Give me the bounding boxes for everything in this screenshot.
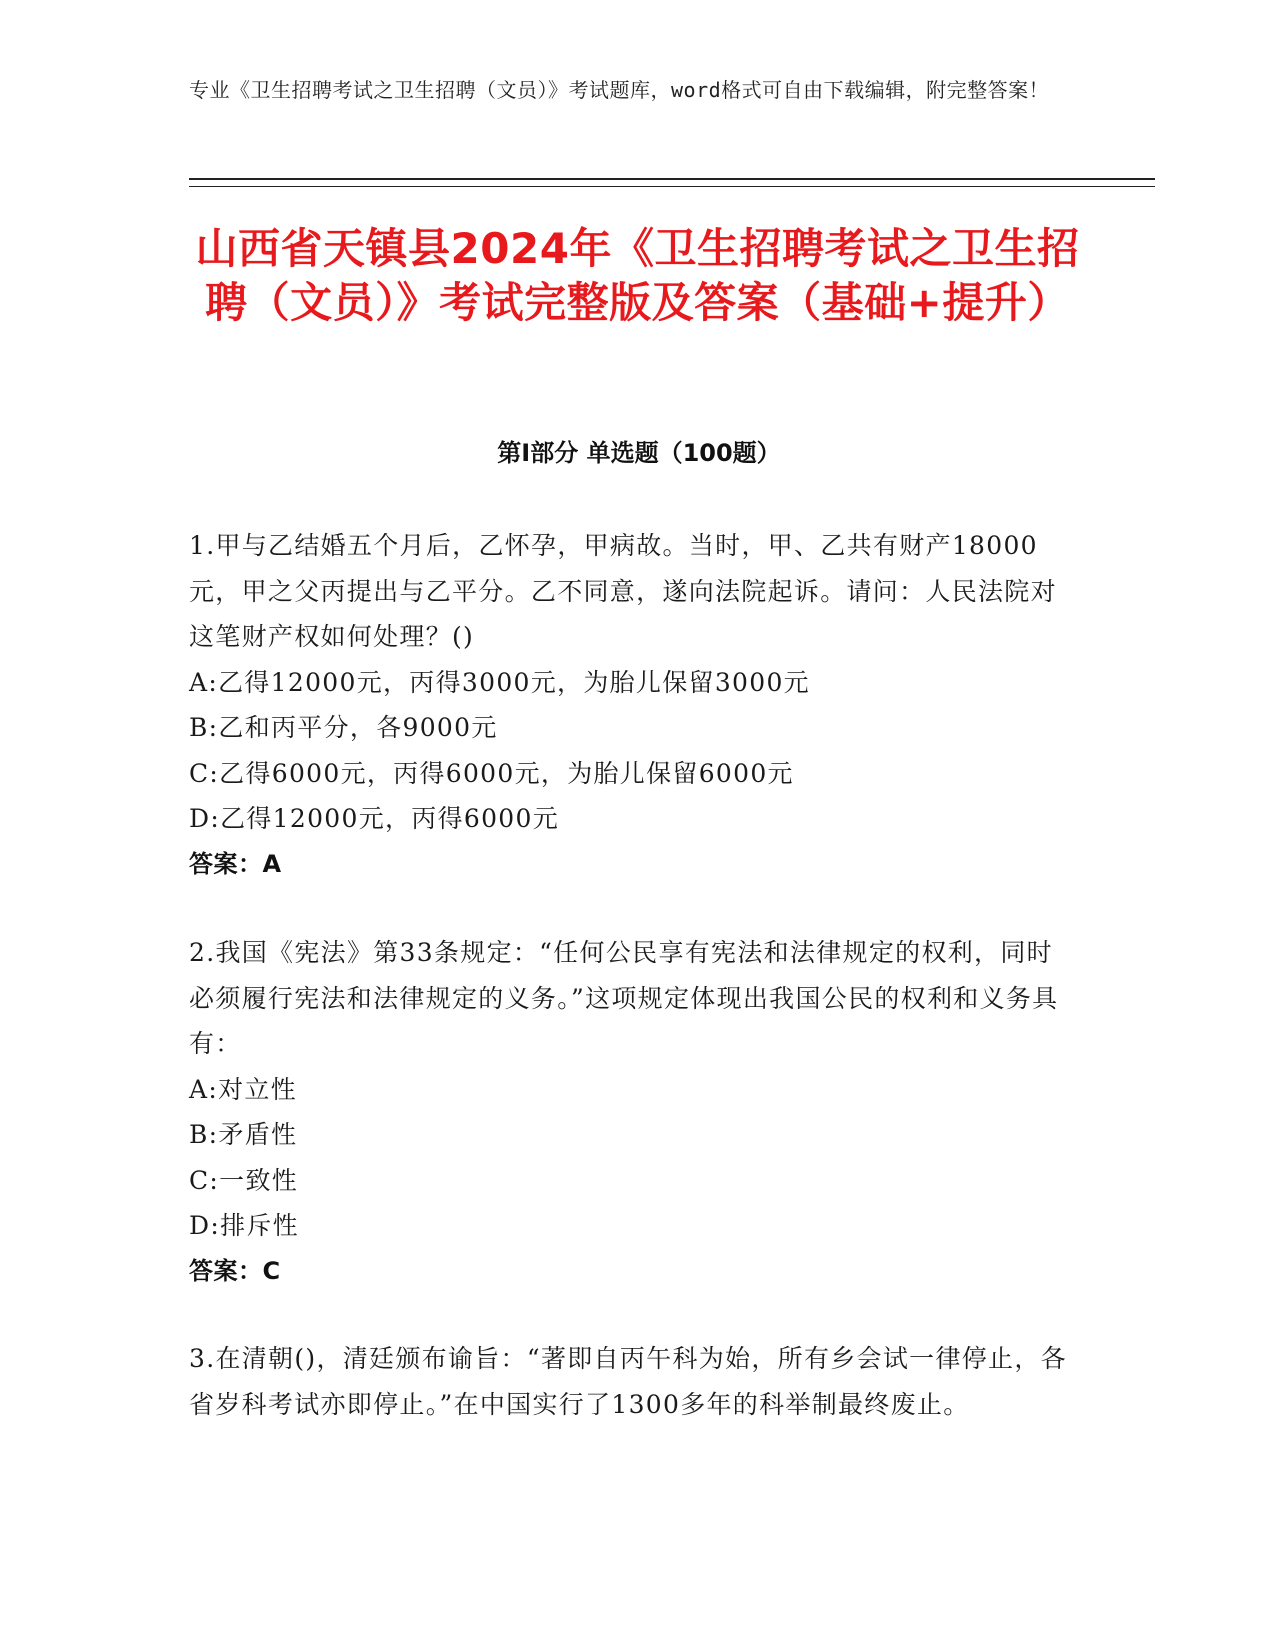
header-note: 专业《卫生招聘考试之卫生招聘（文员）》考试题库，word格式可自由下载编辑，附完整答案！ (189, 78, 1050, 102)
option-d: D:排斥性 (189, 1211, 299, 1240)
question-stem: 2.我国《宪法》第33条规定：“任何公民享有宪法和法律规定的权利，同时必须履行宪法和法律规定的义务。”这项规定体现出我国公民的权利和义务具有： (189, 938, 1059, 1058)
question-1 (189, 523, 1079, 887)
header-divider-thick (189, 178, 1155, 180)
option-b: B:矛盾性 (189, 1120, 298, 1149)
header-divider-thin (189, 186, 1155, 187)
answer-line: 答案：A (189, 849, 282, 878)
question-2 (189, 930, 1079, 1294)
question-stem: 3.在清朝()，清廷颁布谕旨：“著即自丙午科为始，所有乡会试一律停止，各省岁科考试亦即停止。”在中国实行了1300多年的科举制最终废止。 (189, 1344, 1067, 1419)
option-c: C:一致性 (189, 1165, 299, 1195)
section-heading: 第Ⅰ部分 单选题（100题） (497, 439, 781, 467)
question-3 (189, 1336, 1079, 1427)
document-title: 山西省天镇县2024年《卫生招聘考试之卫生招聘（文员）》考试完整版及答案（基础+提升） (195, 224, 1080, 327)
option-c: C:乙得6000元，丙得6000元，为胎儿保留6000元 (189, 758, 794, 788)
answer-line: 答案：C (189, 1256, 281, 1285)
question-stem: 1.甲与乙结婚五个月后，乙怀孕，甲病故。当时，甲、乙共有财产18000元，甲之父丙提出与乙平分。乙不同意，遂向法院起诉。请问：人民法院对这笔财产权如何处理？() (189, 531, 1057, 651)
option-a: A:对立性 (189, 1074, 297, 1104)
option-b: B:乙和丙平分，各9000元 (189, 713, 498, 742)
option-a: A:乙得12000元，丙得3000元，为胎儿保留3000元 (189, 667, 810, 697)
option-d: D:乙得12000元，丙得6000元 (189, 804, 560, 833)
